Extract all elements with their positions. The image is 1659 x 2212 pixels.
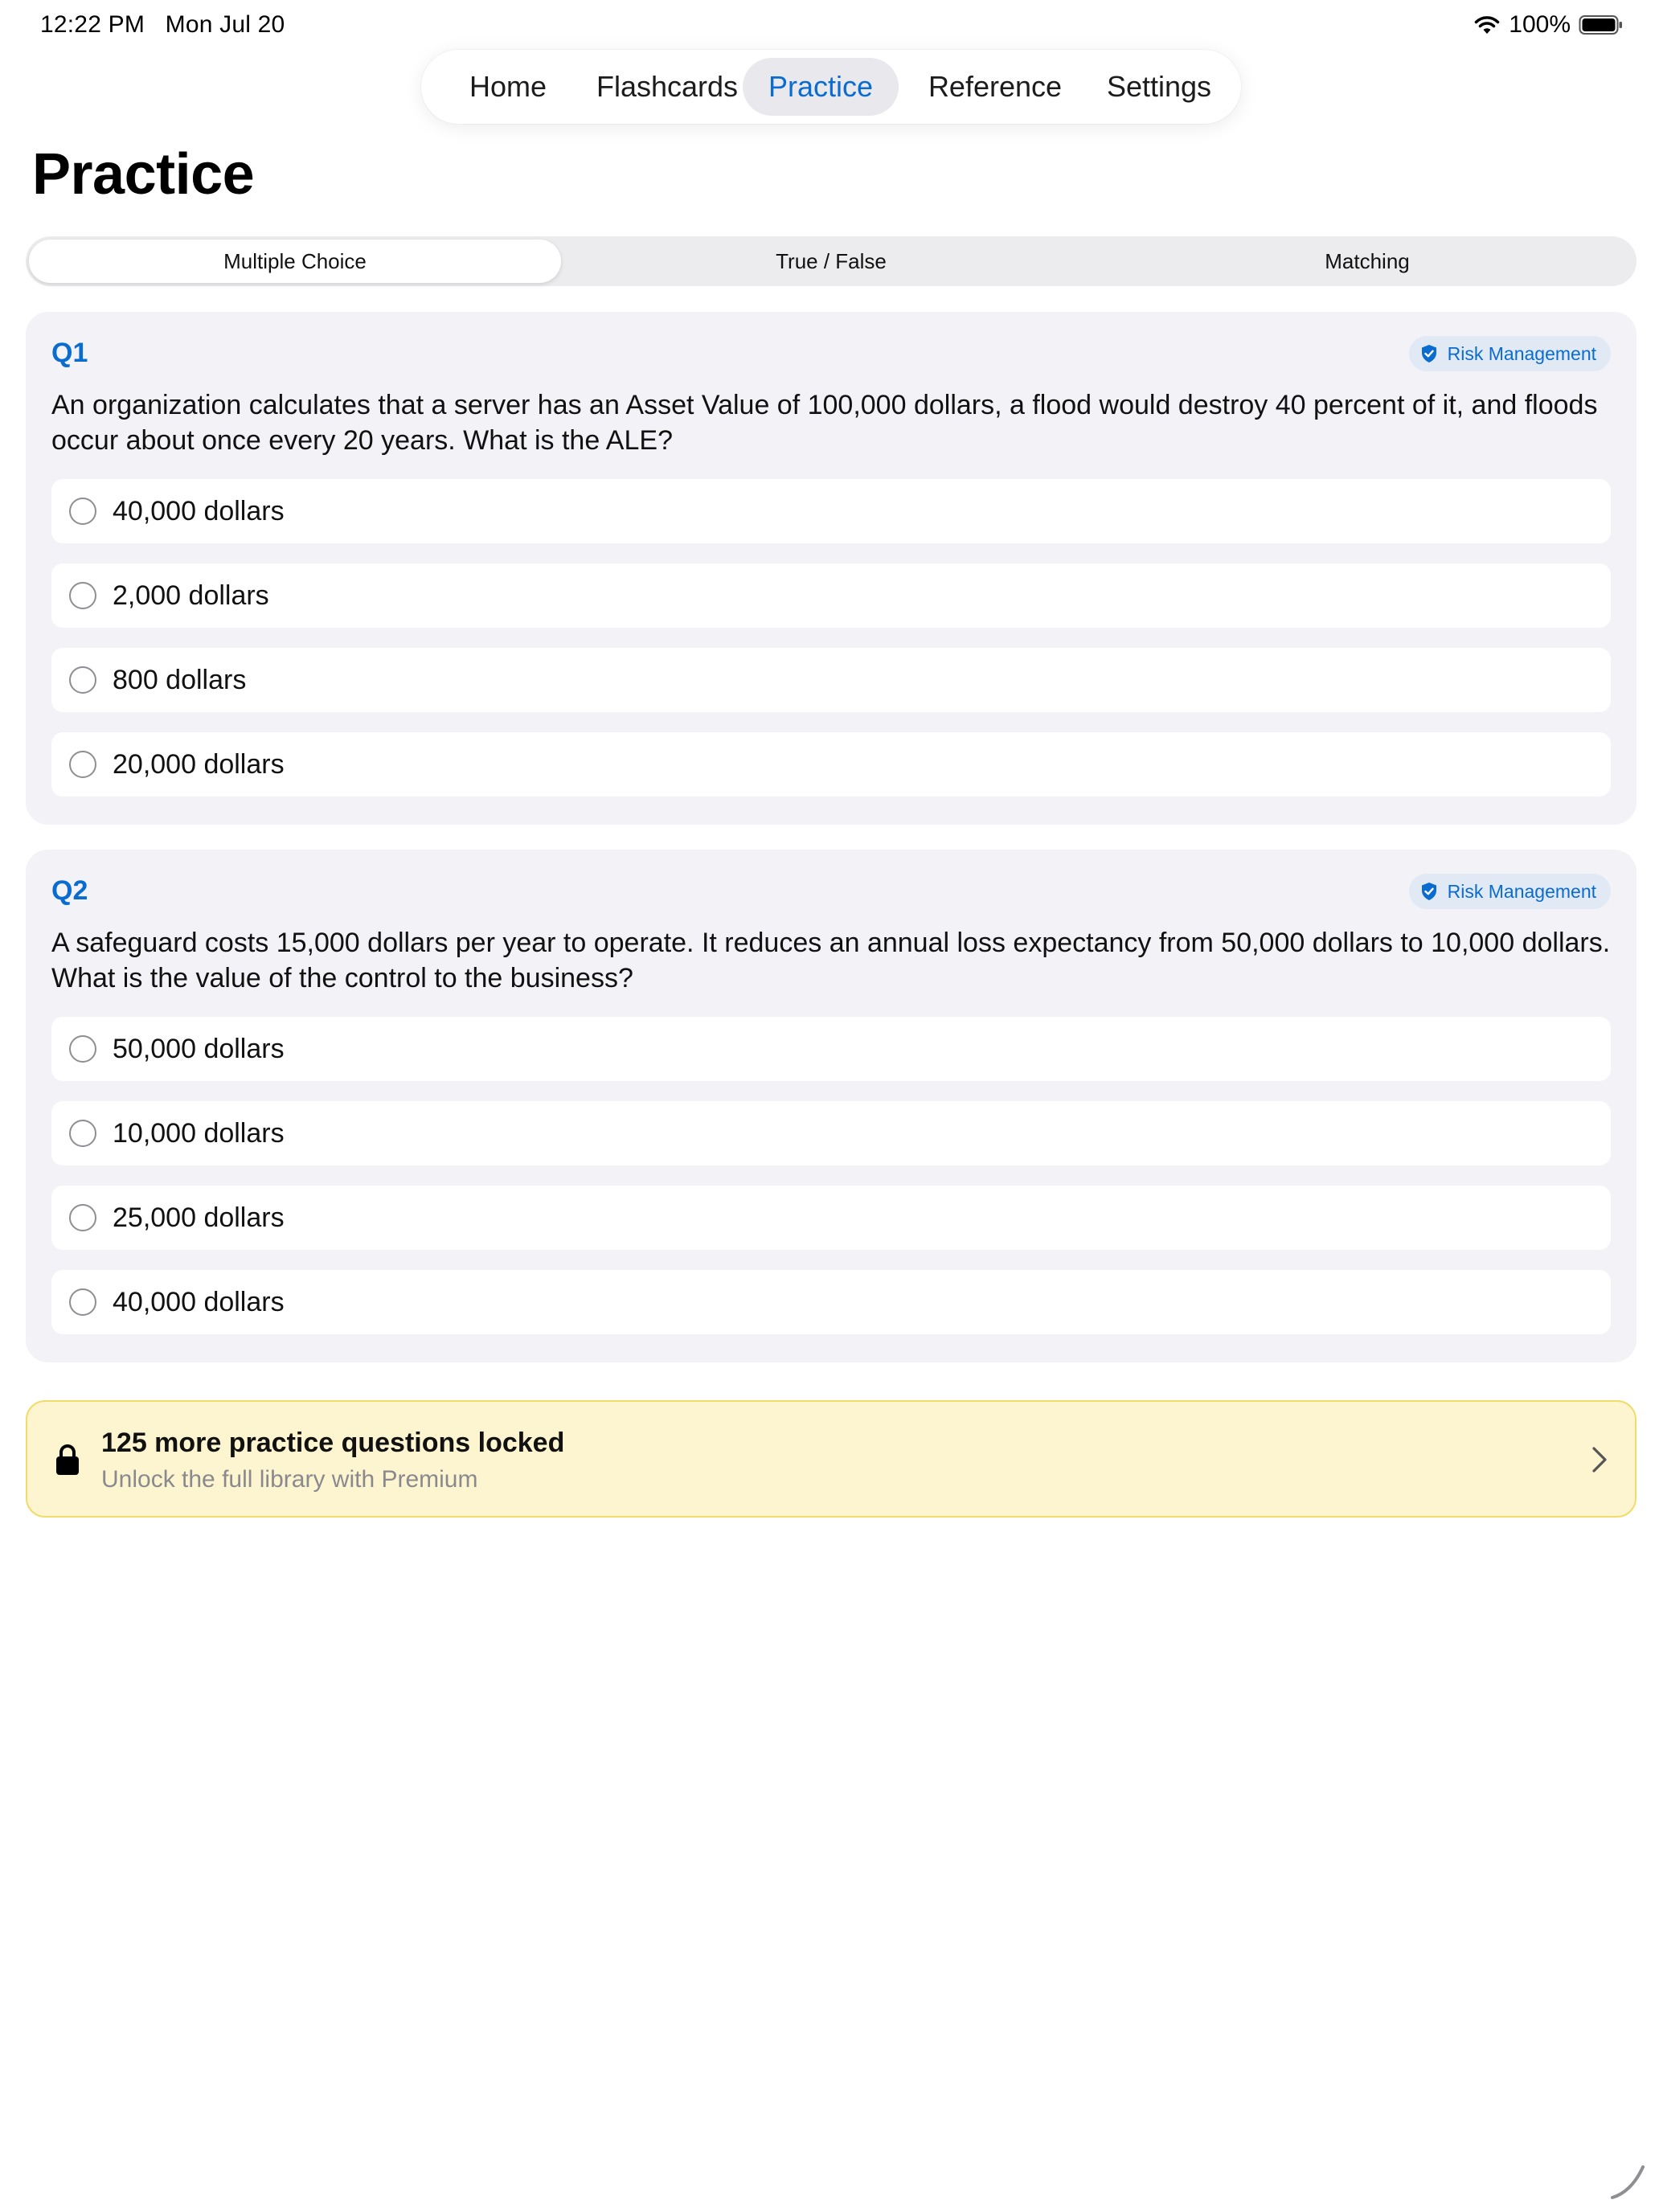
- lock-icon: [55, 1444, 80, 1476]
- radio-button[interactable]: [69, 666, 96, 694]
- chevron-right-icon: [1590, 1444, 1609, 1476]
- status-clock: 12:22 PM: [40, 11, 145, 38]
- answer-option-label: 25,000 dollars: [113, 1202, 285, 1233]
- question-text: An organization calculates that a server has an Asset Value of 100,000 dollars, a flood would destroy 40 percent of it, and floods occur about once every 20 years. What is the ALE?: [51, 390, 1598, 456]
- question-number: Q1: [51, 338, 88, 368]
- answer-option[interactable]: [51, 1270, 1611, 1334]
- topic-badge-label: Risk Management: [1447, 880, 1596, 902]
- status-date: Mon Jul 20: [165, 11, 285, 38]
- question-card: [26, 312, 1636, 825]
- question-text: A safeguard costs 15,000 dollars per year to operate. It reduces an annual loss expectancy from 50,000 dollars to 10,000 dollars. What is the value of the control to the business?: [51, 928, 1611, 993]
- radio-button[interactable]: [69, 498, 96, 525]
- topic-badge: [1409, 874, 1611, 909]
- answer-option[interactable]: [51, 1186, 1611, 1250]
- topic-badge: [1409, 336, 1611, 371]
- radio-button[interactable]: [69, 751, 96, 778]
- radio-button[interactable]: [69, 1120, 96, 1147]
- question-card: [26, 850, 1636, 1362]
- radio-button[interactable]: [69, 582, 96, 609]
- answer-option[interactable]: [51, 1101, 1611, 1165]
- radio-button[interactable]: [69, 1204, 96, 1231]
- status-bar: [0, 0, 1659, 51]
- wifi-icon: [1473, 14, 1501, 35]
- status-indicators: [1473, 11, 1624, 39]
- radio-button[interactable]: [69, 1035, 96, 1063]
- locked-subtitle: Unlock the full library with Premium: [101, 1466, 478, 1493]
- top-nav: [421, 50, 1241, 124]
- nav-item-settings[interactable]: Settings: [1106, 70, 1212, 103]
- status-time: [40, 11, 285, 39]
- answer-option[interactable]: [51, 479, 1611, 543]
- shield-check-icon: [1420, 882, 1438, 901]
- answer-option-label: 10,000 dollars: [113, 1117, 285, 1149]
- answer-option[interactable]: [51, 563, 1611, 628]
- question-type-segmented-control: [26, 236, 1636, 286]
- nav-item-home[interactable]: Home: [469, 70, 547, 103]
- segment-true-false[interactable]: True / False: [776, 248, 887, 273]
- premium-upsell-banner[interactable]: [26, 1400, 1636, 1518]
- segment-matching[interactable]: Matching: [1325, 248, 1410, 273]
- radio-button[interactable]: [69, 1288, 96, 1316]
- answer-option-label: 40,000 dollars: [113, 495, 285, 526]
- topic-badge-label: Risk Management: [1447, 342, 1596, 364]
- answer-option[interactable]: [51, 732, 1611, 797]
- answer-option-label: 2,000 dollars: [113, 580, 269, 611]
- answer-option[interactable]: [51, 648, 1611, 712]
- nav-item-flashcards[interactable]: Flashcards: [596, 70, 739, 103]
- answer-option-label: 20,000 dollars: [113, 748, 285, 780]
- answer-option[interactable]: [51, 1017, 1611, 1081]
- segment-multiple-choice[interactable]: Multiple Choice: [29, 240, 561, 283]
- battery-percent: 100%: [1509, 11, 1571, 38]
- nav-item-practice[interactable]: Practice: [743, 58, 899, 116]
- battery-icon: [1579, 14, 1624, 35]
- locked-title: 125 more practice questions locked: [101, 1428, 565, 1458]
- question-number: Q2: [51, 875, 88, 906]
- shield-check-icon: [1420, 344, 1438, 363]
- answer-option-label: 50,000 dollars: [113, 1033, 285, 1064]
- nav-item-reference[interactable]: Reference: [928, 70, 1063, 103]
- answer-option-label: 800 dollars: [113, 664, 247, 695]
- answer-option-label: 40,000 dollars: [113, 1286, 285, 1317]
- scribble-corner-icon: [1608, 2162, 1648, 2202]
- page-title: Practice: [32, 142, 255, 207]
